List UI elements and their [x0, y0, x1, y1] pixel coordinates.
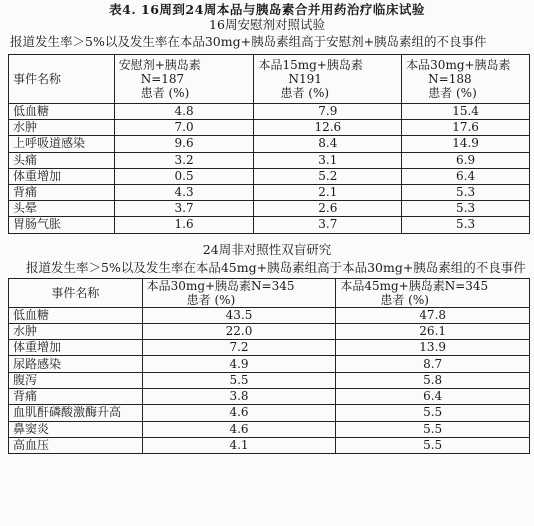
col-placebo-line3: 患者 (%): [140, 86, 190, 100]
col-45mg-line1: 本品45mg+胰岛素N=345: [340, 278, 489, 293]
value-30mg: 4.9: [142, 356, 336, 372]
col-15mg-line2: N191: [288, 72, 322, 86]
adverse-events-table-16wk: [8, 54, 530, 234]
value-30mg: 4.6: [142, 405, 336, 421]
value-45mg: 26.1: [336, 323, 530, 339]
col-30mg: [402, 55, 530, 104]
value-30mg: 4.1: [142, 437, 336, 453]
col-event-name: [9, 278, 143, 307]
event-name: 背痛: [9, 388, 143, 404]
table-row: [9, 136, 530, 152]
col-placebo-line2: N=187: [140, 72, 185, 86]
col-15mg-line1: 本品15mg+胰岛素: [258, 58, 363, 72]
table-row: [9, 104, 530, 120]
value-placebo: 7.0: [114, 120, 254, 136]
table-row: [9, 437, 530, 453]
value-45mg: 6.4: [336, 388, 530, 404]
col-30mg: [142, 278, 336, 307]
table-row: [9, 340, 530, 356]
value-45mg: 5.8: [336, 372, 530, 388]
value-30mg: 5.3: [402, 217, 530, 233]
col-45mg: [336, 278, 530, 307]
event-name: 高血压: [9, 437, 143, 453]
col-30mg-line2: 患者 (%): [186, 292, 236, 307]
table-row: [9, 323, 530, 339]
col-30mg-line1: 本品30mg+胰岛素: [406, 58, 511, 72]
section1-note: 报道发生率＞5%以及发生率在本品30mg+胰岛素组高于安慰剂+胰岛素组的不良事件: [10, 34, 487, 49]
table-row: [9, 421, 530, 437]
table-row: [9, 372, 530, 388]
value-45mg: 5.5: [336, 421, 530, 437]
value-placebo: 1.6: [114, 217, 254, 233]
event-name: 背痛: [9, 184, 115, 200]
event-name: 胃肠气胀: [9, 217, 115, 233]
table-row: [9, 152, 530, 168]
value-30mg: 5.3: [402, 201, 530, 217]
col-30mg-line3: 患者 (%): [428, 86, 477, 100]
col-30mg-line2: N=188: [428, 72, 472, 86]
event-name: 体重增加: [9, 168, 115, 184]
value-15mg: 3.1: [254, 152, 402, 168]
value-30mg: 6.4: [402, 168, 530, 184]
event-name: 血肌酐磷酸激酶升高: [9, 405, 143, 421]
table-row: [9, 405, 530, 421]
col-placebo: [114, 55, 254, 104]
event-name: 水肿: [9, 120, 115, 136]
table-header-row: [9, 278, 530, 307]
section1-subtitle: 16周安慰剂对照试验: [209, 17, 325, 32]
adverse-events-table-24wk: [8, 278, 530, 455]
value-45mg: 13.9: [336, 340, 530, 356]
value-30mg: 43.5: [142, 307, 336, 323]
value-45mg: 47.8: [336, 307, 530, 323]
value-15mg: 12.6: [254, 120, 402, 136]
value-45mg: 5.5: [336, 437, 530, 453]
value-15mg: 7.9: [254, 104, 402, 120]
value-30mg: 5.3: [402, 184, 530, 200]
section2-note: 报道发生率＞5%以及发生率在本品45mg+胰岛素组高于本品30mg+胰岛素组的不良事件: [26, 259, 526, 275]
col-event-name: [9, 55, 115, 104]
event-name: 低血糖: [9, 104, 115, 120]
table-row: [9, 184, 530, 200]
value-placebo: 9.6: [114, 136, 254, 152]
value-30mg: 3.8: [142, 388, 336, 404]
table-row: [9, 388, 530, 404]
section2-subtitle: 24周非对照性双盲研究: [202, 241, 332, 257]
event-name: 体重增加: [9, 340, 143, 356]
event-name: 鼻窦炎: [9, 421, 143, 437]
value-15mg: 2.6: [254, 201, 402, 217]
col-15mg: [254, 55, 402, 104]
value-30mg: 15.4: [402, 104, 530, 120]
value-30mg: 6.9: [402, 152, 530, 168]
table-row: [9, 168, 530, 184]
value-30mg: 7.2: [142, 340, 336, 356]
col-15mg-line3: 患者 (%): [280, 86, 330, 100]
col-45mg-line2: 患者 (%): [380, 292, 429, 307]
value-placebo: 3.2: [114, 152, 254, 168]
col-event-name-label: 事件名称: [51, 285, 100, 300]
value-30mg: 22.0: [142, 323, 336, 339]
value-30mg: 14.9: [402, 136, 530, 152]
event-name: 上呼吸道感染: [9, 136, 115, 152]
event-name: 低血糖: [9, 307, 143, 323]
value-15mg: 8.4: [254, 136, 402, 152]
col-30mg-line1: 本品30mg+胰岛素N=345: [146, 278, 295, 293]
event-name: 腹泻: [9, 372, 143, 388]
event-name: 头晕: [9, 201, 115, 217]
event-name: 尿路感染: [9, 356, 143, 372]
value-15mg: 2.1: [254, 184, 402, 200]
event-name: 头痛: [9, 152, 115, 168]
table-row: [9, 217, 530, 233]
value-30mg: 5.5: [142, 372, 336, 388]
table-row: [9, 120, 530, 136]
table-row: [9, 307, 530, 323]
value-placebo: 4.8: [114, 104, 254, 120]
value-30mg: 4.6: [142, 421, 336, 437]
table-title: 表4. 16周到24周本品与胰岛素合并用药治疗临床试验: [109, 2, 425, 17]
value-placebo: 3.7: [114, 201, 254, 217]
value-15mg: 5.2: [254, 168, 402, 184]
value-15mg: 3.7: [254, 217, 402, 233]
col-placebo-line1: 安慰剂+胰岛素: [118, 58, 201, 72]
value-placebo: 4.3: [114, 184, 254, 200]
table-header-row: [9, 55, 530, 104]
event-name: 水肿: [9, 323, 143, 339]
table-row: [9, 201, 530, 217]
value-45mg: 8.7: [336, 356, 530, 372]
value-placebo: 0.5: [114, 168, 254, 184]
value-45mg: 5.5: [336, 405, 530, 421]
value-30mg: 17.6: [402, 120, 530, 136]
table-row: [9, 356, 530, 372]
col-event-name-label: 事件名称: [13, 72, 62, 86]
